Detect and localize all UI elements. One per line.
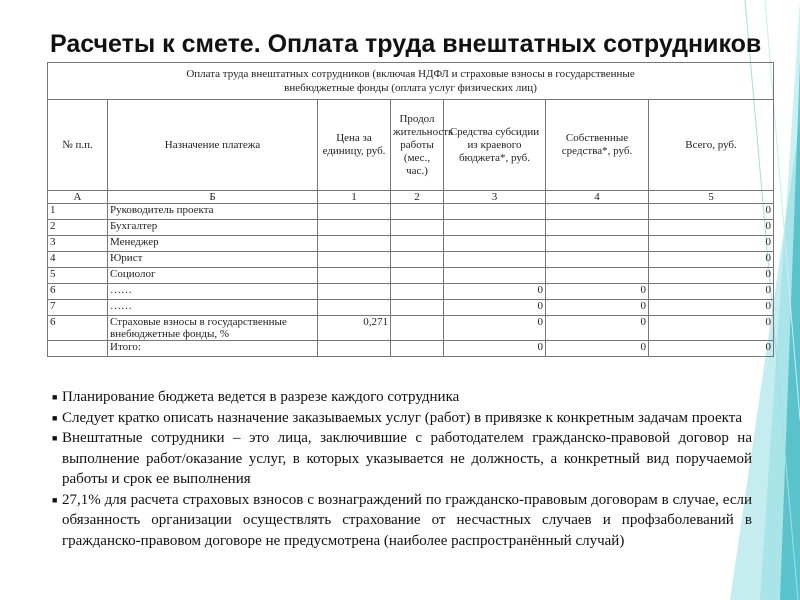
table-cell: 7 bbox=[48, 300, 108, 316]
table-cell bbox=[391, 300, 444, 316]
table-cell: 3 bbox=[48, 236, 108, 252]
table-cell bbox=[444, 236, 546, 252]
table-row bbox=[48, 284, 774, 300]
table-cell: 0 bbox=[649, 268, 774, 284]
table-cell: Страховые взносы в государственные внебюджетные фонды, % bbox=[108, 316, 318, 341]
table-cell: 0 bbox=[649, 252, 774, 268]
bullet-item: ■ Внештатные сотрудники – это лица, заключившие с работодателем гражданско-правовой договор на выполнение работ/оказание услуг, в которых указывается не должность, а конкретный вид поручаемой работы и срок ее выполнения bbox=[52, 430, 752, 487]
table-cell bbox=[318, 236, 391, 252]
table-title bbox=[48, 63, 774, 100]
table-cell bbox=[546, 252, 649, 268]
table-row bbox=[48, 252, 774, 268]
header-cell: Назначение платежа bbox=[108, 100, 318, 191]
table-cell bbox=[391, 341, 444, 357]
budget-table bbox=[47, 62, 774, 357]
table-cell bbox=[546, 204, 649, 220]
table-cell: 6 bbox=[48, 284, 108, 300]
table-cell: 1 bbox=[48, 204, 108, 220]
table-header-row bbox=[48, 100, 774, 191]
header-cell: Средства субсидии из краевого бюджета*, руб. bbox=[444, 100, 546, 191]
index-cell: Б bbox=[108, 191, 318, 204]
budget-table-container bbox=[47, 62, 773, 380]
table-cell bbox=[391, 236, 444, 252]
index-cell: 3 bbox=[444, 191, 546, 204]
table-cell: …… bbox=[108, 284, 318, 300]
table-cell bbox=[444, 268, 546, 284]
table-title-line1: Оплата труда внештатных сотрудников (включая НДФЛ и страховые взносы в государственные bbox=[186, 68, 635, 80]
table-cell bbox=[318, 341, 391, 357]
table-cell: 0 bbox=[649, 236, 774, 252]
index-cell: 1 bbox=[318, 191, 391, 204]
header-cell: Всего, руб. bbox=[649, 100, 774, 191]
table-row bbox=[48, 236, 774, 252]
header-cell: Продол жительность работы (мес., час.) bbox=[391, 100, 444, 191]
slide-title: Расчеты к смете. Оплата труда внештатных сотрудников bbox=[50, 30, 762, 58]
bullet-item: ■ Планирование бюджета ведется в разрезе каждого сотрудника bbox=[52, 387, 752, 408]
table-cell: 0 bbox=[444, 316, 546, 341]
table-row bbox=[48, 341, 774, 357]
table-cell bbox=[546, 268, 649, 284]
table-row bbox=[48, 316, 774, 341]
table-row bbox=[48, 268, 774, 284]
table-cell bbox=[546, 236, 649, 252]
table-cell bbox=[318, 284, 391, 300]
table-cell bbox=[391, 316, 444, 341]
table-cell: 0 bbox=[444, 300, 546, 316]
table-cell: 0 bbox=[546, 316, 649, 341]
table-cell: Руководитель проекта bbox=[108, 204, 318, 220]
table-cell bbox=[444, 204, 546, 220]
table-cell bbox=[318, 204, 391, 220]
table-cell: 0 bbox=[444, 341, 546, 357]
table-cell: 5 bbox=[48, 268, 108, 284]
table-cell bbox=[318, 252, 391, 268]
table-cell: 4 bbox=[48, 252, 108, 268]
header-cell: Собственные средства*, руб. bbox=[546, 100, 649, 191]
table-cell: 2 bbox=[48, 220, 108, 236]
table-title-line2: внебюджетные фонды (оплата услуг физических лиц) bbox=[284, 82, 537, 94]
bullet-marker-icon: ■ bbox=[52, 433, 58, 443]
table-cell: …… bbox=[108, 300, 318, 316]
table-cell: Итого: bbox=[108, 341, 318, 357]
table-cell: Юрист bbox=[108, 252, 318, 268]
table-cell bbox=[391, 268, 444, 284]
table-cell bbox=[391, 252, 444, 268]
index-cell: 2 bbox=[391, 191, 444, 204]
table-cell: Менеджер bbox=[108, 236, 318, 252]
index-cell: А bbox=[48, 191, 108, 204]
table-cell: Бухгалтер bbox=[108, 220, 318, 236]
table-cell bbox=[391, 284, 444, 300]
table-cell: 0 bbox=[444, 284, 546, 300]
index-cell: 5 bbox=[649, 191, 774, 204]
table-cell bbox=[444, 252, 546, 268]
bullet-marker-icon: ■ bbox=[52, 412, 58, 423]
bullet-item: ■ 27,1% для расчета страховых взносов с вознаграждений по гражданско-правовым договорам в случае, если обязанность организации осуществлять страхование от несчастных случаев и профзаболеваний в гражданско-правовом договоре не предусмотрена (наиболее распространённый случай) bbox=[52, 491, 752, 549]
header-cell: Цена за единицу, руб. bbox=[318, 100, 391, 191]
table-cell bbox=[318, 220, 391, 236]
table-cell: 0 bbox=[649, 284, 774, 300]
table-cell: 0 bbox=[649, 220, 774, 236]
table-cell: 0 bbox=[649, 316, 774, 341]
bullet-item: ■ Следует кратко описать назначение заказываемых услуг (работ) в привязке к конкретным задачам проекта bbox=[52, 408, 752, 429]
header-cell: № п.п. bbox=[48, 100, 108, 191]
bullet-marker-icon: ■ bbox=[52, 494, 58, 505]
table-index-row bbox=[48, 191, 774, 204]
bullet-marker-icon: ■ bbox=[52, 392, 58, 402]
table-cell: 0 bbox=[546, 300, 649, 316]
table-cell bbox=[546, 220, 649, 236]
table-cell bbox=[318, 300, 391, 316]
table-row bbox=[48, 204, 774, 220]
table-cell bbox=[444, 220, 546, 236]
table-cell: 6 bbox=[48, 316, 108, 341]
table-cell bbox=[318, 268, 391, 284]
table-cell: Социолог bbox=[108, 268, 318, 284]
table-cell bbox=[48, 341, 108, 357]
table-row bbox=[48, 300, 774, 316]
table-row bbox=[48, 220, 774, 236]
table-cell bbox=[391, 204, 444, 220]
table-body bbox=[48, 204, 774, 357]
table-cell bbox=[391, 220, 444, 236]
index-cell: 4 bbox=[546, 191, 649, 204]
table-cell: 0 bbox=[546, 284, 649, 300]
table-cell: 0 bbox=[546, 341, 649, 357]
bullet-list bbox=[52, 387, 752, 551]
table-cell: 0,271 bbox=[318, 316, 391, 341]
table-cell: 0 bbox=[649, 341, 774, 357]
table-cell: 0 bbox=[649, 300, 774, 316]
table-cell: 0 bbox=[649, 204, 774, 220]
